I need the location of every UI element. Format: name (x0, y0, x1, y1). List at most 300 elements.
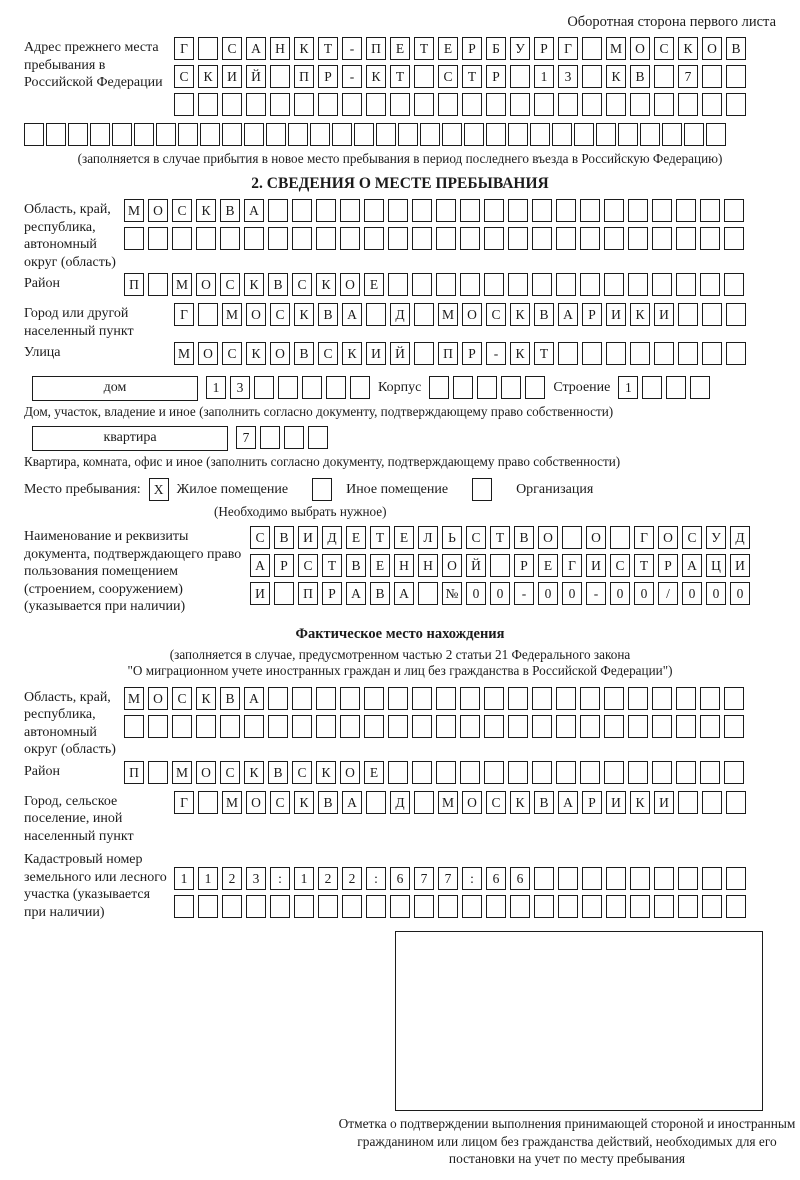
char-box[interactable] (628, 761, 648, 784)
char-box[interactable]: М (124, 687, 144, 710)
char-box[interactable] (652, 273, 672, 296)
char-box[interactable]: 0 (730, 582, 750, 605)
char-box[interactable]: 1 (206, 376, 226, 399)
char-box[interactable]: К (366, 65, 386, 88)
char-box[interactable]: 1 (618, 376, 638, 399)
char-box[interactable] (724, 227, 744, 250)
char-box[interactable]: А (342, 791, 362, 814)
char-box[interactable]: / (658, 582, 678, 605)
char-box[interactable] (148, 761, 168, 784)
char-box[interactable] (558, 867, 578, 890)
char-box[interactable] (652, 715, 672, 738)
char-box[interactable]: О (462, 791, 482, 814)
char-box[interactable] (332, 123, 352, 146)
char-box[interactable]: И (586, 554, 606, 577)
char-box[interactable] (606, 867, 626, 890)
char-box[interactable]: В (294, 342, 314, 365)
char-box[interactable] (174, 93, 194, 116)
char-box[interactable]: М (438, 791, 458, 814)
char-box[interactable]: Р (462, 342, 482, 365)
char-box[interactable]: П (366, 37, 386, 60)
char-box[interactable] (580, 715, 600, 738)
char-box[interactable] (436, 199, 456, 222)
char-box[interactable] (390, 895, 410, 918)
char-box[interactable]: С (220, 273, 240, 296)
char-box[interactable]: К (196, 687, 216, 710)
char-box[interactable]: Р (274, 554, 294, 577)
char-box[interactable] (244, 123, 264, 146)
char-box[interactable] (606, 895, 626, 918)
char-box[interactable] (556, 227, 576, 250)
char-box[interactable] (666, 376, 686, 399)
char-box[interactable] (726, 65, 746, 88)
char-box[interactable] (678, 867, 698, 890)
char-box[interactable] (124, 227, 144, 250)
char-box[interactable]: И (250, 582, 270, 605)
char-box[interactable] (268, 227, 288, 250)
char-box[interactable] (388, 687, 408, 710)
char-box[interactable] (484, 761, 504, 784)
char-box[interactable] (726, 895, 746, 918)
char-box[interactable] (412, 273, 432, 296)
char-box[interactable]: И (730, 554, 750, 577)
char-box[interactable]: Н (418, 554, 438, 577)
char-box[interactable] (700, 273, 720, 296)
char-box[interactable]: В (220, 199, 240, 222)
char-box[interactable] (700, 227, 720, 250)
char-box[interactable] (700, 687, 720, 710)
char-box[interactable] (484, 227, 504, 250)
char-box[interactable]: 7 (236, 426, 256, 449)
char-box[interactable]: - (342, 65, 362, 88)
char-box[interactable]: П (298, 582, 318, 605)
char-box[interactable]: Г (634, 526, 654, 549)
char-box[interactable]: Р (582, 791, 602, 814)
char-box[interactable] (654, 93, 674, 116)
char-box[interactable] (148, 227, 168, 250)
char-box[interactable] (684, 123, 704, 146)
char-box[interactable]: 6 (510, 867, 530, 890)
char-box[interactable]: С (486, 303, 506, 326)
char-box[interactable] (582, 65, 602, 88)
char-box[interactable] (702, 303, 722, 326)
char-box[interactable]: В (726, 37, 746, 60)
char-box[interactable]: 0 (466, 582, 486, 605)
char-box[interactable] (604, 687, 624, 710)
char-box[interactable] (196, 715, 216, 738)
char-box[interactable]: К (294, 791, 314, 814)
char-box[interactable] (198, 37, 218, 60)
char-box[interactable] (628, 715, 648, 738)
char-box[interactable]: - (486, 342, 506, 365)
char-box[interactable] (484, 687, 504, 710)
char-box[interactable] (464, 123, 484, 146)
char-box[interactable] (436, 227, 456, 250)
char-box[interactable] (364, 715, 384, 738)
char-box[interactable] (678, 93, 698, 116)
char-box[interactable]: : (462, 867, 482, 890)
char-box[interactable]: К (630, 791, 650, 814)
char-box[interactable]: С (610, 554, 630, 577)
char-box[interactable] (702, 93, 722, 116)
char-box[interactable] (532, 199, 552, 222)
char-box[interactable]: Е (346, 526, 366, 549)
char-box[interactable] (174, 895, 194, 918)
char-box[interactable]: Л (418, 526, 438, 549)
char-box[interactable]: С (292, 761, 312, 784)
char-box[interactable]: Г (174, 37, 194, 60)
char-box[interactable] (676, 227, 696, 250)
char-box[interactable]: О (340, 761, 360, 784)
char-box[interactable]: Т (634, 554, 654, 577)
char-box[interactable]: Р (462, 37, 482, 60)
char-box[interactable]: 7 (438, 867, 458, 890)
char-box[interactable] (580, 761, 600, 784)
char-box[interactable] (436, 761, 456, 784)
char-box[interactable] (390, 93, 410, 116)
char-box[interactable]: В (268, 273, 288, 296)
char-box[interactable] (442, 123, 462, 146)
char-box[interactable]: Т (534, 342, 554, 365)
char-box[interactable] (246, 895, 266, 918)
char-box[interactable] (678, 895, 698, 918)
char-box[interactable]: С (270, 303, 290, 326)
char-box[interactable]: А (250, 554, 270, 577)
char-box[interactable]: С (174, 65, 194, 88)
char-box[interactable] (630, 93, 650, 116)
char-box[interactable]: Д (730, 526, 750, 549)
char-box[interactable]: С (222, 37, 242, 60)
char-box[interactable]: О (340, 273, 360, 296)
char-box[interactable]: Г (562, 554, 582, 577)
char-box[interactable] (678, 342, 698, 365)
char-box[interactable] (178, 123, 198, 146)
char-box[interactable] (270, 93, 290, 116)
char-box[interactable] (414, 342, 434, 365)
char-box[interactable] (606, 93, 626, 116)
char-box[interactable]: X (149, 478, 169, 501)
char-box[interactable]: С (222, 342, 242, 365)
char-box[interactable]: М (222, 791, 242, 814)
char-box[interactable]: К (198, 65, 218, 88)
char-box[interactable] (316, 715, 336, 738)
char-box[interactable] (580, 227, 600, 250)
char-box[interactable] (724, 273, 744, 296)
char-box[interactable] (580, 199, 600, 222)
char-box[interactable] (510, 93, 530, 116)
char-box[interactable]: Й (466, 554, 486, 577)
char-box[interactable] (388, 715, 408, 738)
char-box[interactable]: Й (246, 65, 266, 88)
char-box[interactable]: Д (390, 791, 410, 814)
char-box[interactable]: Е (394, 526, 414, 549)
char-box[interactable] (438, 895, 458, 918)
char-box[interactable]: К (316, 761, 336, 784)
char-box[interactable] (222, 123, 242, 146)
char-box[interactable] (652, 199, 672, 222)
char-box[interactable] (532, 687, 552, 710)
char-box[interactable]: С (438, 65, 458, 88)
char-box[interactable]: Е (364, 761, 384, 784)
char-box[interactable]: Н (394, 554, 414, 577)
char-box[interactable]: У (706, 526, 726, 549)
char-box[interactable]: Т (370, 526, 390, 549)
char-box[interactable]: Е (370, 554, 390, 577)
char-box[interactable]: К (342, 342, 362, 365)
char-box[interactable]: И (222, 65, 242, 88)
char-box[interactable] (294, 93, 314, 116)
char-box[interactable]: О (442, 554, 462, 577)
char-box[interactable] (510, 895, 530, 918)
char-box[interactable] (172, 715, 192, 738)
char-box[interactable]: О (538, 526, 558, 549)
char-box[interactable] (420, 123, 440, 146)
char-box[interactable]: 1 (534, 65, 554, 88)
char-box[interactable]: К (316, 273, 336, 296)
char-box[interactable]: А (394, 582, 414, 605)
char-box[interactable] (460, 227, 480, 250)
char-box[interactable] (244, 715, 264, 738)
char-box[interactable] (292, 227, 312, 250)
char-box[interactable] (412, 715, 432, 738)
char-box[interactable]: 0 (490, 582, 510, 605)
char-box[interactable] (366, 93, 386, 116)
char-box[interactable] (690, 376, 710, 399)
char-box[interactable]: К (294, 37, 314, 60)
char-box[interactable] (246, 93, 266, 116)
char-box[interactable] (46, 123, 66, 146)
char-box[interactable] (414, 791, 434, 814)
char-box[interactable] (284, 426, 304, 449)
char-box[interactable] (604, 761, 624, 784)
char-box[interactable] (436, 273, 456, 296)
char-box[interactable]: В (370, 582, 390, 605)
char-box[interactable] (676, 273, 696, 296)
char-box[interactable]: С (682, 526, 702, 549)
char-box[interactable]: В (268, 761, 288, 784)
char-box[interactable]: С (486, 791, 506, 814)
char-box[interactable] (294, 895, 314, 918)
char-box[interactable] (412, 199, 432, 222)
char-box[interactable] (350, 376, 370, 399)
char-box[interactable]: Р (582, 303, 602, 326)
char-box[interactable]: 0 (610, 582, 630, 605)
char-box[interactable] (429, 376, 449, 399)
char-box[interactable] (700, 199, 720, 222)
char-box[interactable] (412, 687, 432, 710)
char-box[interactable]: 3 (246, 867, 266, 890)
char-box[interactable] (702, 895, 722, 918)
char-box[interactable] (388, 199, 408, 222)
char-box[interactable] (724, 687, 744, 710)
char-box[interactable]: Ц (706, 554, 726, 577)
char-box[interactable]: И (654, 791, 674, 814)
char-box[interactable] (254, 376, 274, 399)
char-box[interactable] (366, 895, 386, 918)
char-box[interactable]: П (294, 65, 314, 88)
char-box[interactable] (534, 867, 554, 890)
char-box[interactable] (366, 303, 386, 326)
char-box[interactable] (702, 342, 722, 365)
char-box[interactable]: : (366, 867, 386, 890)
char-box[interactable] (342, 93, 362, 116)
char-box[interactable]: Т (318, 37, 338, 60)
char-box[interactable] (580, 687, 600, 710)
char-box[interactable]: Е (438, 37, 458, 60)
char-box[interactable] (316, 199, 336, 222)
char-box[interactable] (316, 687, 336, 710)
char-box[interactable]: К (510, 791, 530, 814)
char-box[interactable]: М (172, 273, 192, 296)
char-box[interactable]: О (148, 199, 168, 222)
char-box[interactable] (460, 687, 480, 710)
char-box[interactable]: А (682, 554, 702, 577)
char-box[interactable]: В (274, 526, 294, 549)
char-box[interactable]: - (342, 37, 362, 60)
char-box[interactable]: Р (534, 37, 554, 60)
char-box[interactable] (534, 93, 554, 116)
char-box[interactable]: Т (462, 65, 482, 88)
char-box[interactable]: Р (658, 554, 678, 577)
char-box[interactable] (556, 687, 576, 710)
char-box[interactable] (340, 199, 360, 222)
char-box[interactable] (310, 123, 330, 146)
char-box[interactable]: 6 (486, 867, 506, 890)
char-box[interactable] (490, 554, 510, 577)
char-box[interactable]: А (558, 791, 578, 814)
char-box[interactable]: Р (486, 65, 506, 88)
char-box[interactable] (222, 93, 242, 116)
char-box[interactable]: Д (322, 526, 342, 549)
char-box[interactable]: 1 (198, 867, 218, 890)
char-box[interactable] (460, 199, 480, 222)
char-box[interactable] (726, 93, 746, 116)
char-box[interactable]: М (172, 761, 192, 784)
char-box[interactable]: К (244, 273, 264, 296)
char-box[interactable] (652, 761, 672, 784)
char-box[interactable]: О (198, 342, 218, 365)
char-box[interactable]: С (466, 526, 486, 549)
char-box[interactable] (678, 791, 698, 814)
char-box[interactable]: Д (390, 303, 410, 326)
char-box[interactable] (148, 273, 168, 296)
char-box[interactable]: К (196, 199, 216, 222)
char-box[interactable] (486, 123, 506, 146)
char-box[interactable] (90, 123, 110, 146)
char-box[interactable] (501, 376, 521, 399)
char-box[interactable]: Е (538, 554, 558, 577)
char-box[interactable] (222, 895, 242, 918)
char-box[interactable]: 3 (230, 376, 250, 399)
char-box[interactable] (558, 895, 578, 918)
char-box[interactable]: А (244, 687, 264, 710)
char-box[interactable]: В (346, 554, 366, 577)
char-box[interactable] (552, 123, 572, 146)
char-box[interactable] (558, 342, 578, 365)
char-box[interactable] (198, 791, 218, 814)
char-box[interactable] (292, 687, 312, 710)
char-box[interactable] (198, 93, 218, 116)
char-box[interactable] (580, 273, 600, 296)
char-box[interactable] (525, 376, 545, 399)
char-box[interactable] (412, 227, 432, 250)
char-box[interactable] (288, 123, 308, 146)
char-box[interactable] (582, 93, 602, 116)
char-box[interactable]: О (148, 687, 168, 710)
char-box[interactable] (112, 123, 132, 146)
char-box[interactable]: В (318, 303, 338, 326)
char-box[interactable] (532, 273, 552, 296)
char-box[interactable]: 0 (682, 582, 702, 605)
char-box[interactable]: Г (174, 303, 194, 326)
char-box[interactable] (556, 199, 576, 222)
char-box[interactable]: : (270, 867, 290, 890)
char-box[interactable]: Б (486, 37, 506, 60)
char-box[interactable] (342, 895, 362, 918)
char-box[interactable]: П (438, 342, 458, 365)
char-box[interactable]: Е (364, 273, 384, 296)
char-box[interactable] (532, 227, 552, 250)
char-box[interactable]: 0 (562, 582, 582, 605)
char-box[interactable]: С (654, 37, 674, 60)
char-box[interactable]: С (172, 199, 192, 222)
char-box[interactable] (270, 895, 290, 918)
char-box[interactable] (700, 761, 720, 784)
char-box[interactable] (556, 761, 576, 784)
char-box[interactable] (278, 376, 298, 399)
char-box[interactable]: 2 (222, 867, 242, 890)
char-box[interactable] (628, 273, 648, 296)
char-box[interactable] (628, 199, 648, 222)
char-box[interactable] (436, 687, 456, 710)
char-box[interactable] (530, 123, 550, 146)
char-box[interactable] (556, 273, 576, 296)
char-box[interactable] (676, 761, 696, 784)
char-box[interactable] (472, 478, 492, 501)
char-box[interactable] (414, 93, 434, 116)
char-box[interactable] (260, 426, 280, 449)
char-box[interactable] (652, 687, 672, 710)
char-box[interactable] (308, 426, 328, 449)
char-box[interactable] (388, 761, 408, 784)
char-box[interactable]: Г (174, 791, 194, 814)
char-box[interactable]: Н (270, 37, 290, 60)
char-box[interactable] (366, 791, 386, 814)
char-box[interactable] (462, 895, 482, 918)
char-box[interactable]: С (172, 687, 192, 710)
char-box[interactable]: К (244, 761, 264, 784)
char-box[interactable]: М (174, 342, 194, 365)
char-box[interactable] (200, 123, 220, 146)
char-box[interactable] (724, 199, 744, 222)
char-box[interactable]: О (462, 303, 482, 326)
char-box[interactable] (318, 895, 338, 918)
char-box[interactable] (582, 37, 602, 60)
char-box[interactable]: 3 (558, 65, 578, 88)
char-box[interactable]: Ь (442, 526, 462, 549)
char-box[interactable]: М (222, 303, 242, 326)
char-box[interactable] (558, 93, 578, 116)
char-box[interactable] (508, 761, 528, 784)
char-box[interactable]: 1 (294, 867, 314, 890)
char-box[interactable] (604, 715, 624, 738)
char-box[interactable]: О (658, 526, 678, 549)
char-box[interactable] (354, 123, 374, 146)
char-box[interactable] (700, 715, 720, 738)
char-box[interactable]: М (438, 303, 458, 326)
char-box[interactable] (702, 65, 722, 88)
char-box[interactable] (484, 199, 504, 222)
